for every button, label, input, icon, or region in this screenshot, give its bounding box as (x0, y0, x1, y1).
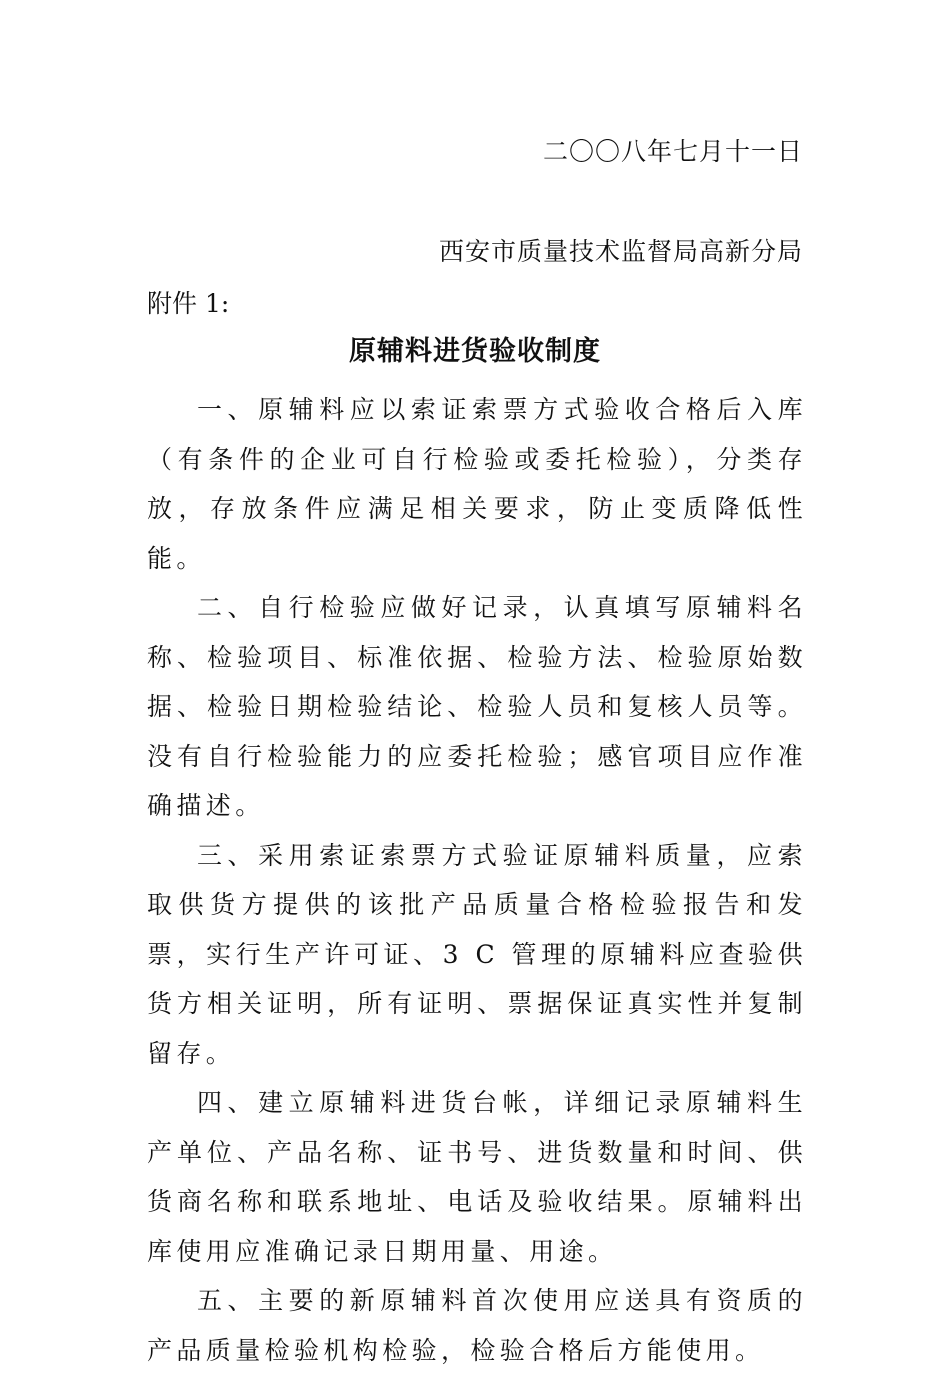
document-title: 原辅料进货验收制度 (349, 336, 601, 367)
issuing-authority: 西安市质量技术监督局高新分局 (438, 237, 803, 266)
clause-3: 三、采用索证索票方式验证原辅料质量，应索取供货方提供的该批产品质量合格检验报告和发票，实行生产许可证、3 C 管理的原辅料应查验供货方相关证明，所有证明、票据保证真实性并复制留存。 (147, 840, 807, 1068)
document-date: 二〇〇八年七月十一日 (542, 137, 803, 166)
document-body (147, 385, 807, 1375)
attachment-label: 附件 1: (147, 289, 230, 318)
clause-1: 一、原辅料应以索证索票方式验收合格后入库（有条件的企业可自行检验或委托检验），分类存放，存放条件应满足相关要求，防止变质降低性能。 (147, 395, 807, 573)
clause-2: 二、自行检验应做好记录，认真填写原辅料名称、检验项目、标准依据、检验方法、检验原始数据、检验日期检验结论、检验人员和复核人员等。没有自行检验能力的应委托检验；感官项目应作准确描述。 (147, 593, 807, 820)
clause-5: 五、主要的新原辅料首次使用应送具有资质的产品质量检验机构检验，检验合格后方能使用。 (147, 1286, 807, 1365)
clause-4: 四、建立原辅料进货台帐，详细记录原辅料生产单位、产品名称、证书号、进货数量和时间、供货商名称和联系地址、电话及验收结果。原辅料出库使用应准确记录日期用量、用途。 (147, 1088, 807, 1266)
